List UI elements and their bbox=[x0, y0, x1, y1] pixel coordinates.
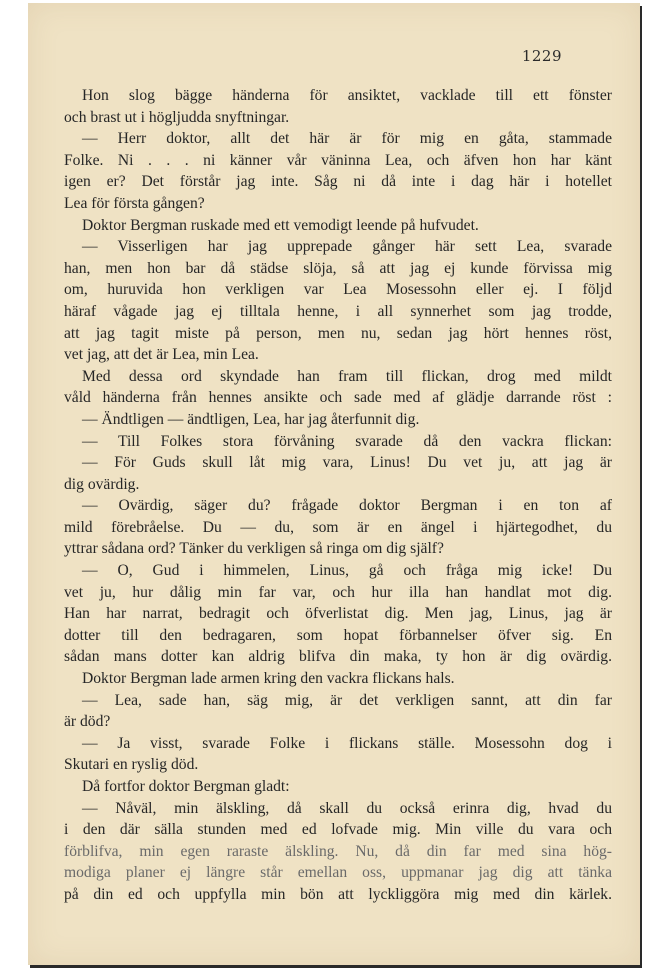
text-line: förblifva, min egen raraste älskling. Nu, då din far med sina hög- bbox=[64, 842, 612, 860]
text-line: — Ändtligen — ändtligen, Lea, har jag återfunnit dig. bbox=[82, 410, 420, 428]
book-page bbox=[28, 3, 640, 965]
page-text-body bbox=[64, 85, 612, 906]
text-line: — Ovärdig, säger du? frågade doktor Bergman i en ton af bbox=[82, 497, 612, 515]
text-line: yttrar sådana ord? Tänker du verkligen så ringa om dig själf? bbox=[64, 540, 444, 558]
text-line: — Visserligen har jag upprepade gånger här sett Lea, svarade bbox=[82, 238, 612, 256]
text-line: igen er? Det förstår jag inte. Såg ni då inte i dag här i hotellet bbox=[64, 173, 612, 191]
text-line: i den där sälla stunden med ed lofvade mig. Min ville du vara och bbox=[64, 821, 612, 839]
text-line: vet ju, hur dålig min far var, och hur illa han handlat mot dig. bbox=[64, 583, 612, 601]
text-line: våld händerna från hennes ansikte och sade med af glädje darrande röst : bbox=[64, 389, 612, 407]
text-line: Lea för första gången? bbox=[64, 194, 205, 212]
text-line: Med dessa ord skyndade han fram till flickan, drog med mildt bbox=[82, 367, 612, 385]
text-line: Skutari en ryslig död. bbox=[64, 756, 199, 774]
text-line: han, men hon bar då städse slöja, så att jag ej kunde förvissa mig bbox=[64, 259, 612, 277]
text-line: att jag tagit miste på person, men nu, sedan jag hört hennes röst, bbox=[64, 324, 612, 342]
text-line: — O, Gud i himmelen, Linus, gå och fråga mig icke! Du bbox=[82, 562, 612, 580]
text-line: på din ed och uppfylla min bön att lyckliggöra mig med din kärlek. bbox=[64, 885, 612, 903]
text-line: dotter till den bedragaren, som hopat förbannelser öfver sig. En bbox=[64, 626, 612, 644]
text-line: Han har narrat, bedragit och öfverlistat dig. Men jag, Linus, jag är bbox=[64, 605, 612, 623]
text-line: mild förebråelse. Du — du, som är en ängel i hjärtegodhet, du bbox=[64, 518, 612, 536]
text-line: — Till Folkes stora förvåning svarade då den vackra flickan: bbox=[82, 432, 612, 450]
page-number: 1229 bbox=[521, 47, 562, 65]
text-line: dig ovärdig. bbox=[64, 475, 140, 493]
text-line: — Ja visst, svarade Folke i flickans ställe. Mosessohn dog i bbox=[82, 734, 612, 752]
text-line: häraf vågade jag ej tilltala henne, i all synnerhet som jag trodde, bbox=[64, 302, 612, 320]
text-line: Folke. Ni . . . ni känner vår väninna Lea, och äfven hon har känt bbox=[64, 151, 612, 169]
text-line: vet jag, att det är Lea, min Lea. bbox=[64, 346, 259, 364]
text-line: Doktor Bergman lade armen kring den vackra flickans hals. bbox=[82, 670, 455, 688]
text-line: — Nåväl, min älskling, då skall du också erinra dig, hvad du bbox=[82, 799, 612, 817]
text-line: Hon slog bägge händerna för ansiktet, vacklade till ett fönster bbox=[82, 87, 612, 104]
text-line: Doktor Bergman ruskade med ett vemodigt leende på hufvudet. bbox=[82, 216, 479, 234]
text-line: Då fortfor doktor Bergman gladt: bbox=[82, 778, 290, 795]
text-line: modiga planer ej längre står emellan oss, uppmanar jag dig att tänka bbox=[64, 864, 612, 882]
text-line: är död? bbox=[64, 713, 111, 731]
text-line: sådan mans dotter kan aldrig blifva din maka, ty hon är dig ovärdig. bbox=[64, 648, 612, 666]
text-line: om, huruvida hon verkligen var Lea Mosessohn eller ej. I följd bbox=[64, 281, 612, 299]
text-line: — För Guds skull låt mig vara, Linus! Du vet ju, att jag är bbox=[82, 454, 612, 472]
text-line: — Lea, sade han, säg mig, är det verkligen sannt, att din far bbox=[82, 691, 612, 709]
text-line: — Herr doktor, allt det här är för mig en gåta, stammade bbox=[82, 130, 612, 148]
text-line: och brast ut i högljudda snyftningar. bbox=[64, 108, 290, 126]
